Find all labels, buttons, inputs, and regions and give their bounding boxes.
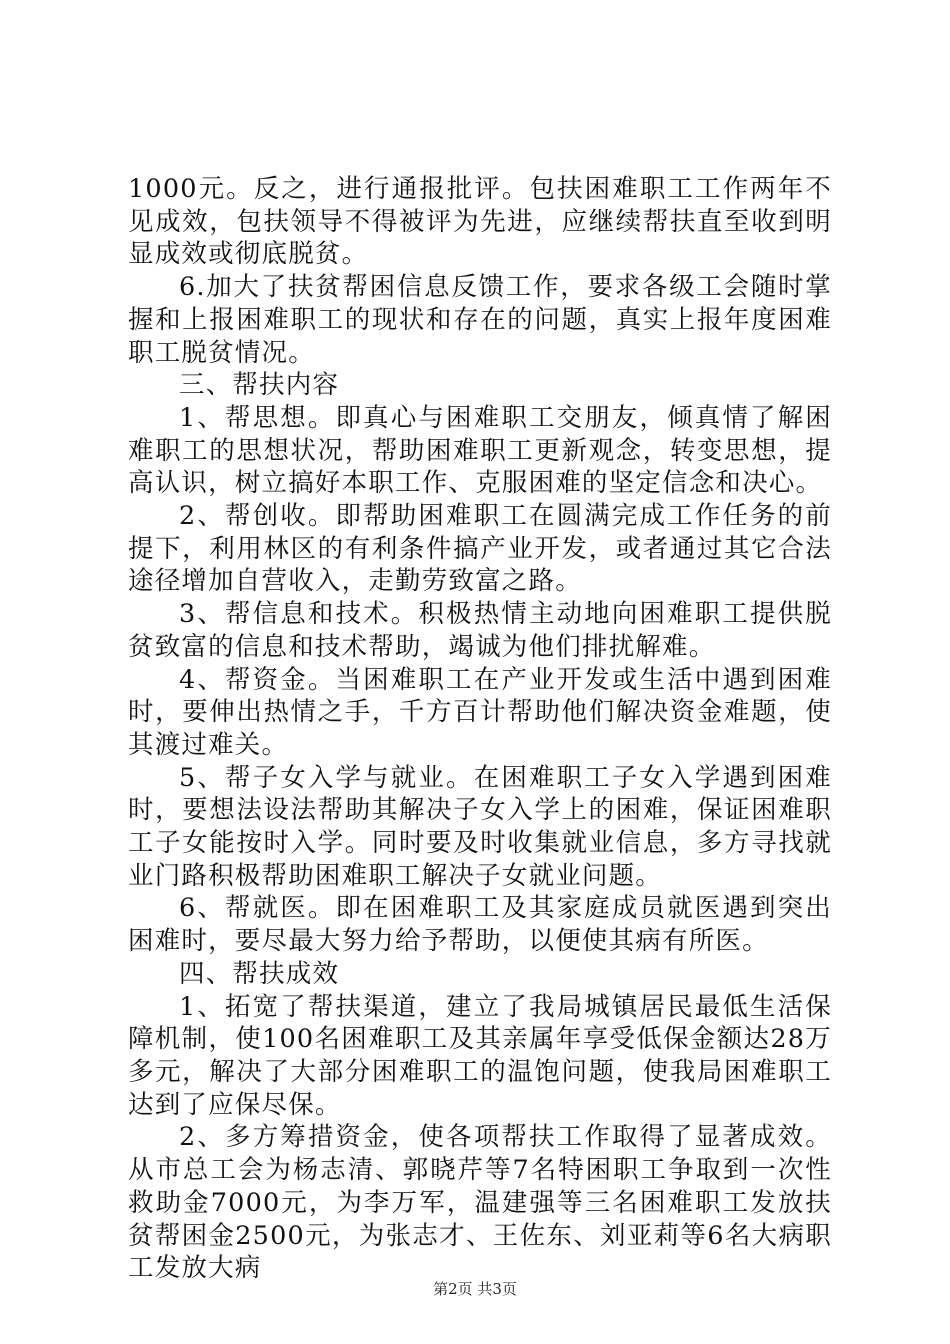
- paragraph-continuation: 1000元。反之，进行通报批评。包扶困难职工工作两年不见成效，包扶领导不得被评为先进，应继续帮扶直至收到明显成效或彻底脱贫。: [128, 174, 832, 270]
- paragraph-help-thought: 1、帮思想。即真心与困难职工交朋友，倾真情了解困难职工的思想状况，帮助困难职工更新观念，转变思想，提高认识，树立搞好本职工作、克服困难的坚定信念和决心。: [128, 402, 832, 499]
- paragraph-help-income: 2、帮创收。即帮助困难职工在圆满完成工作任务的前提下，利用林区的有利条件搞产业开发，或者通过其它合法途径增加自营收入，走勤劳致富之路。: [128, 501, 832, 597]
- paragraph-help-medical: 6、帮就医。即在困难职工及其家庭成员就医遇到突出困难时，要尽最大努力给予帮助，以便使其病有所医。: [128, 893, 832, 957]
- paragraph-result-2: 2、多方筹措资金，使各项帮扶工作取得了显著成效。从市总工会为杨志清、郭晓芹等7名特困职工争取到一次性救助金7000元，为李万军，温建强等三名困难职工发放扶贫帮困金2500元，为张志才、王佐东、刘亚莉等6名大病职工发放大病: [128, 1122, 832, 1284]
- page-footer: 第2页 共3页: [433, 1280, 517, 1298]
- paragraph-help-education: 5、帮子女入学与就业。在困难职工子女入学遇到困难时，要想法设法帮助其解决子女入学上的困难，保证困难职工子女能按时入学。同时要及时收集就业信息，多方寻找就业门路积极帮助困难职工解决子女就业问题。: [128, 762, 832, 891]
- paragraph-result-1: 1、拓宽了帮扶渠道，建立了我局城镇居民最低生活保障机制，使100名困难职工及其亲属年享受低保金额达28万多元，解决了大部分困难职工的温饱问题，使我局困难职工达到了应保尽保。: [128, 991, 832, 1120]
- section-heading-3: 三、帮扶内容: [179, 370, 340, 401]
- paragraph-item-6: 6.加大了扶贫帮困信息反馈工作，要求各级工会随时掌握和上报困难职工的现状和存在的问题，真实上报年度困难职工脱贫情况。: [128, 272, 832, 368]
- document-body: [128, 173, 832, 1285]
- paragraph-help-info: 3、帮信息和技术。积极热情主动地向困难职工提供脱贫致富的信息和技术帮助，竭诚为他们排扰解难。: [128, 599, 832, 662]
- section-heading-4: 四、帮扶成效: [179, 958, 340, 989]
- paragraph-help-funds: 4、帮资金。当困难职工在产业开发或生活中遇到困难时，要伸出热情之手，千方百计帮助他们解决资金难题，使其渡过难关。: [128, 664, 832, 760]
